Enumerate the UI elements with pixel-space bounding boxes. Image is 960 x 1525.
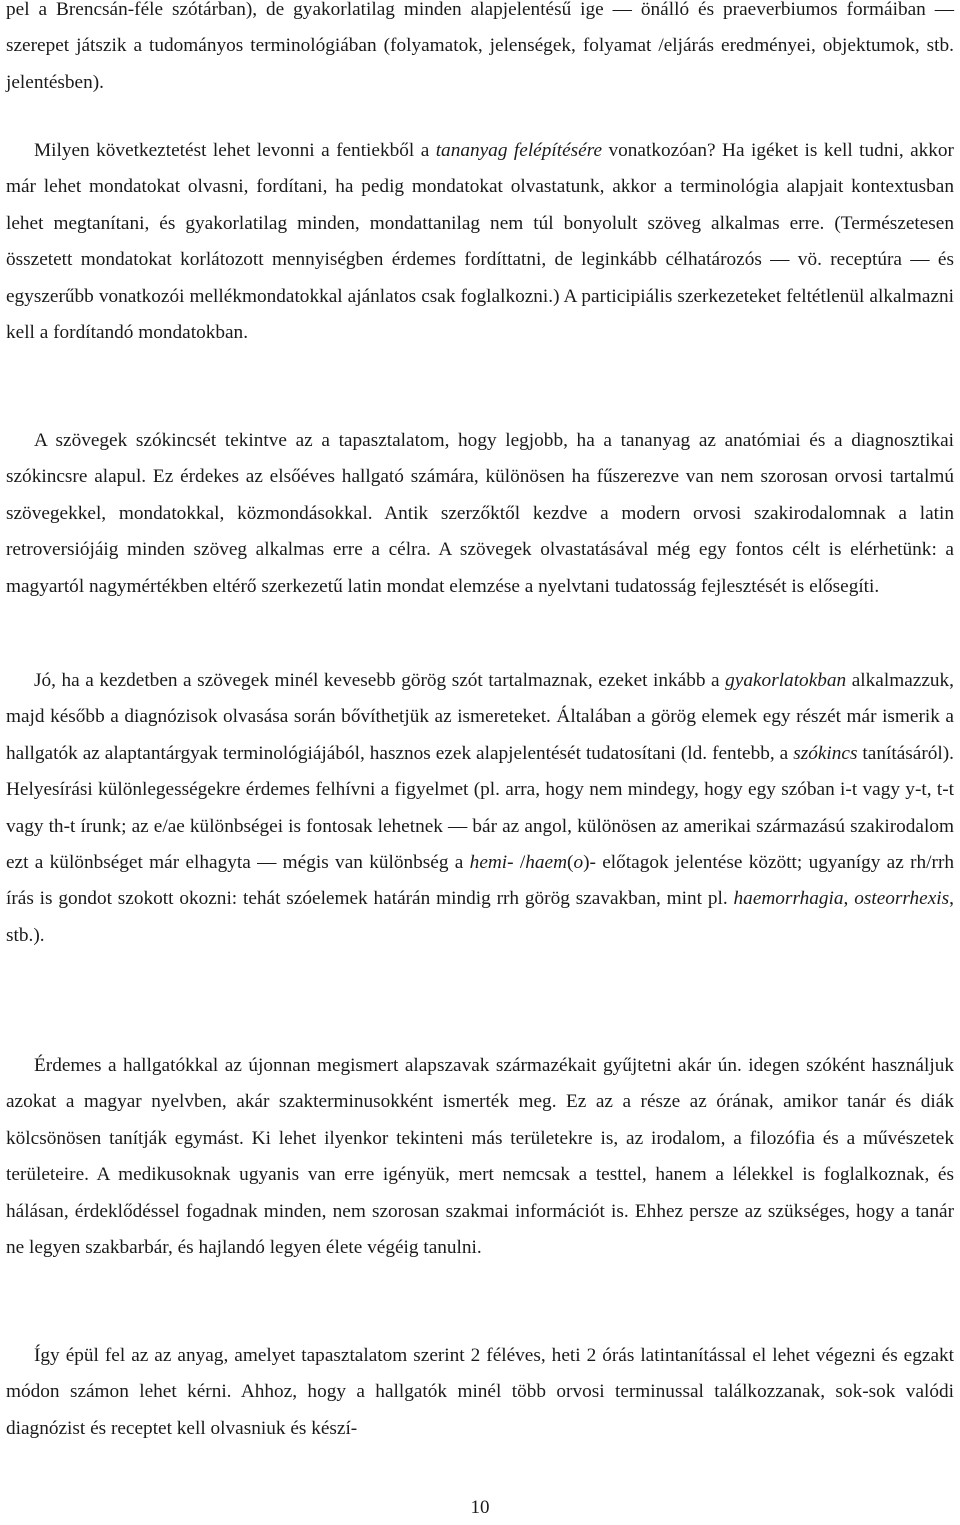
paragraph-2 (6, 133, 954, 351)
page-number: 10 (470, 1497, 490, 1518)
text-segment: vonatkozóan? Ha igéket is kell tudni, akkor már lehet mondatokat olvasni, fordítani, ha pedig mondatokat olvastatunk, akkor a terminológia alapjait kontextusban lehet megtanítani, és gyakorlatilag minden, mondattanilag nem túl bonyolult szöveg alkalmas erre. (Természetesen összetett mondatokat korlátozott mennyiségben érdemes fordíttatni, de leginkább célhatározós — vö. receptúra — és egyszerűbb vonatkozói mellékmondatokkal ajánlatos csak foglalkozni.) A participiális szerkezeteket feltétlenül alkalmazni kell a fordítandó mondatokban. (6, 140, 954, 344)
italic-text-segment: osteorrhexis (854, 888, 950, 910)
italic-text-segment: o (573, 852, 584, 874)
italic-text-segment: hemi- (469, 852, 514, 874)
italic-text-segment: tananyag felépítésére (435, 140, 603, 161)
italic-text-segment: szókincs (793, 742, 858, 764)
text-segment: Így épül fel az az anyag, amelyet tapasztalatom szerint 2 féléves, heti 2 órás latintanítással el lehet végezni és egzakt módon számon lehet kérni. Ahhoz, hogy a hallgatók minél több orvosi terminussal találkozzanak, sok-sok valódi diagnózist és receptet kell olvasniuk és készí- (6, 1345, 954, 1439)
text-segment: Jó, ha a kezdetben a szövegek minél kevesebb görög szót tartalmaznak, ezeket inkább a (34, 670, 726, 691)
text-segment: / (513, 852, 526, 874)
text-segment: , stb.). (6, 888, 954, 946)
paragraph-5 (6, 1048, 954, 1266)
text-segment: pel a Brencsán-féle szótárban), de gyakorlatilag minden alapjelentésű ige — önálló és praeverbiumos formáiban — szerepet játszik a tudományos terminológiában (folyamatok, jelenségek, folyamat /eljárás eredményei, objektumok, stb. jelentésben). (6, 0, 954, 93)
text-segment: alkalmazzuk, majd később a diagnózisok olvasása során bővíthetjük az ismereteket. Általában a görög elemek egy részét már ismerik a hallgatók az alaptantárgyak terminológiájából, hasznos ezek alapjelentését tudatosítani (ld. fentebb, a (6, 670, 954, 764)
paragraph-3 (6, 423, 954, 605)
text-segment: A szövegek szókincsét tekintve az a tapasztalatom, hogy legjobb, ha a tananyag az anatómiai és a diagnosztikai szókincsre alapul. Ez érdekes az elsőéves hallgató számára, különösen ha fűszerezve van nem szorosan orvosi tartalmú szövegekkel, mondatokkal, közmondásokkal. Antik szerzőktől kezdve a modern orvosi szakirodalomnak a latin retroversiójáig minden szöveg alkalmas erre a célra. A szövegek olvastatásával még egy fontos célt is elérhetünk: a magyartól nagymértékben eltérő szerkezetű latin mondat elemzése a nyelvtani tudatosság fejlesztését is elősegíti. (6, 430, 954, 597)
text-segment: )- előtagok jelentése között; ugyanígy az rh/rrh írás is gondot szokott okozni: tehát szóelemek határán mindig rrh görög szavakban, mint pl. (6, 852, 954, 910)
text-segment: Érdemes a hallgatókkal az újonnan megismert alapszavak származékait gyűjtetni akár ún. idegen szóként használjuk azokat a magyar nyelvben, akár szakterminusokként ismerték meg. Ez az a része az órának, amikor tanár és diák kölcsönösen tanítják egymást. Ki lehet ilyenkor tekinteni más területekre is, az irodalom, a filozófia és a művészetek területeire. A medikusoknak ugyanis van erre igényük, mert nemcsak a testtel, hanem a lélekkel is foglalkoznak, és hálásan, érdeklődéssel fogadnak minden, nem szorosan szakmai információt is. Ehhez persze az szükséges, hogy a tanár ne legyen szakbarbár, és hajlandó legyen élete végéig tanulni. (6, 1055, 954, 1259)
paragraph-6 (6, 1338, 954, 1447)
italic-text-segment: haem (525, 852, 568, 874)
text-segment: tanításáról). Helyesírási különlegességekre érdemes felhívni a figyelmet (pl. arra, hogy nem mindegy, hogy egy szóban i-t vagy y-t, t-t vagy th-t írunk; az e/ae különbségei is fontosak lehetnek — bár az angol, különösen az amerikai származású szakirodalom ezt a különbséget már elhagyta — mégis van különbség a (6, 742, 954, 874)
italic-text-segment: gyakorlatokban (725, 670, 847, 691)
paragraph-1 (6, 0, 954, 101)
paragraph-4 (6, 663, 954, 954)
text-segment: ( (567, 852, 574, 874)
italic-text-segment: haemorrhagia (733, 888, 844, 910)
text-segment: , (843, 888, 855, 910)
text-segment: Milyen következtetést lehet levonni a fentiekből a (34, 140, 436, 161)
